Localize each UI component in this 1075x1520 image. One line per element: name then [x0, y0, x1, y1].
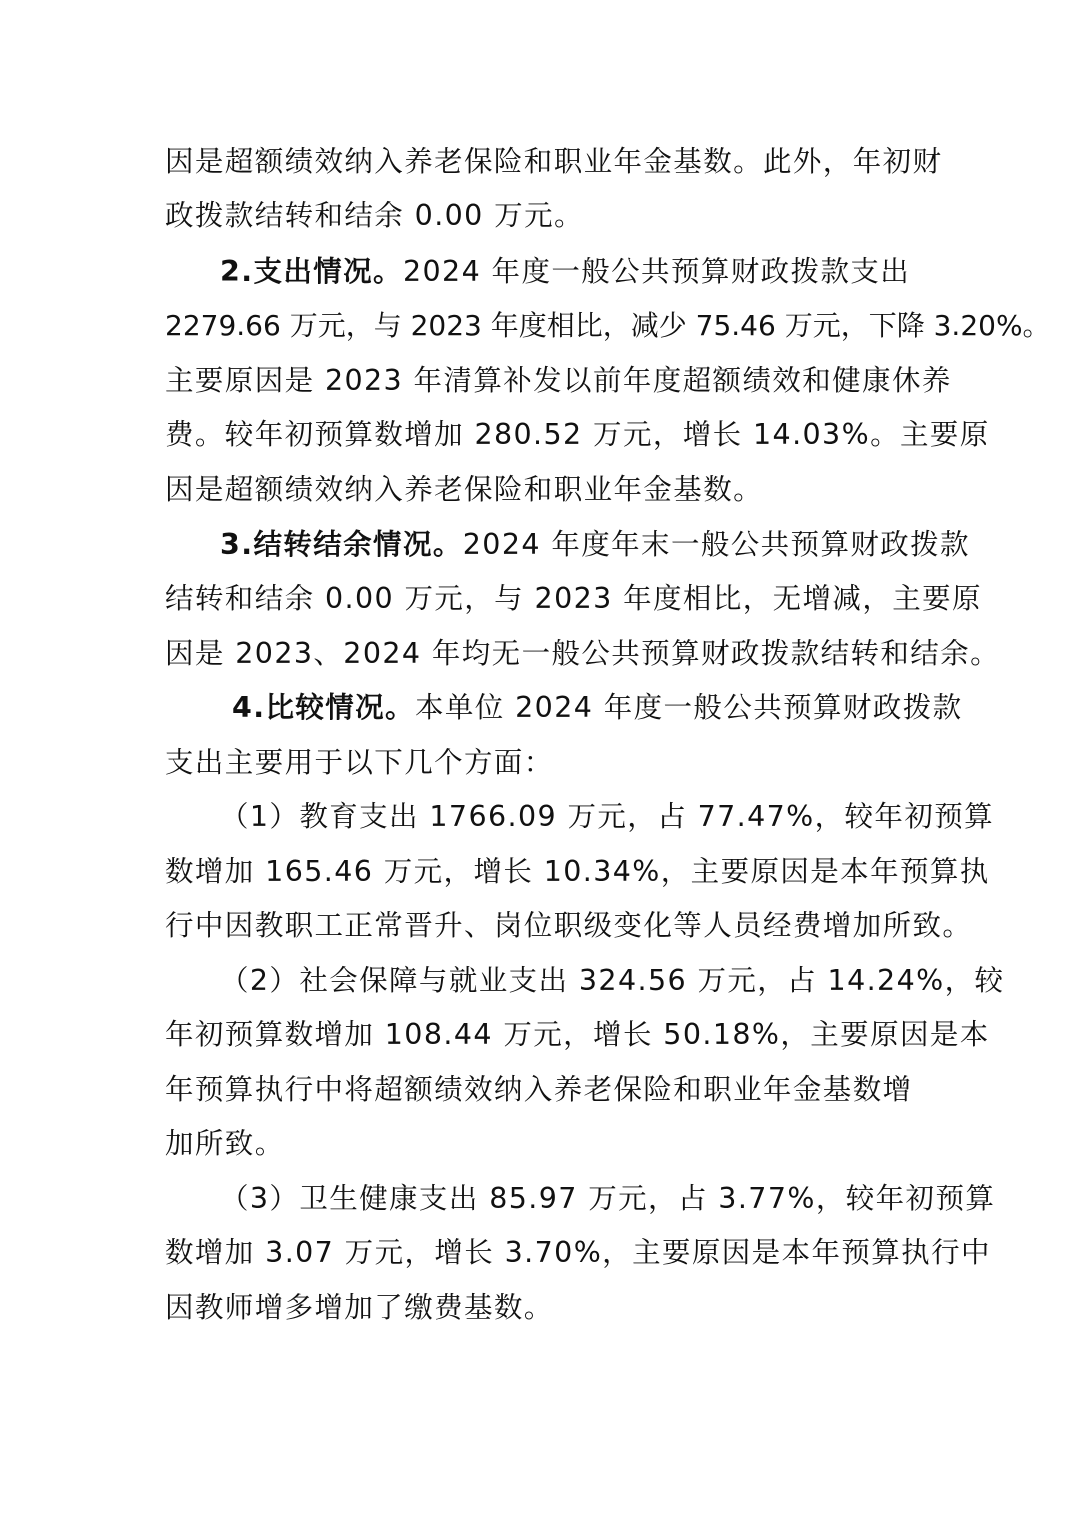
line-text: 2279.66 万元，与 2023 年度相比，减少 75.46 万元，下降 3.20%。 [165, 309, 1051, 342]
text-line [165, 743, 554, 783]
text-line [165, 1015, 990, 1055]
section-heading: 4.比较情况。 [232, 691, 415, 724]
line-text: 行中因教职工正常晋升、岗位职级变化等人员经费增加所致。 [165, 909, 973, 942]
text-line [165, 361, 952, 401]
line-text: 本单位 2024 年度一般公共预算财政拨款 [414, 691, 963, 724]
line-text: （1）教育支出 1766.09 万元，占 77.47%，较年初预算 [220, 800, 995, 833]
line-text: （3）卫生健康支出 85.97 万元，占 3.77%，较年初预算 [220, 1182, 996, 1215]
section-heading-comparison [232, 688, 963, 728]
text-line [165, 1124, 285, 1164]
text-line [165, 142, 942, 182]
text-line [165, 196, 584, 236]
line-text: 因是超额绩效纳入养老保险和职业年金基数。 [165, 473, 764, 506]
line-text: 年预算执行中将超额绩效纳入养老保险和职业年金基数增 [165, 1073, 913, 1106]
line-text: 结转和结余 0.00 万元，与 2023 年度相比，无增减，主要原 [165, 582, 982, 615]
text-line [165, 852, 990, 892]
line-text: 支出主要用于以下几个方面： [165, 746, 554, 779]
text-line [165, 579, 982, 619]
section-heading: 3.结转结余情况。 [220, 528, 463, 561]
section-heading-expenditure [220, 252, 910, 292]
text-line [165, 1070, 913, 1110]
line-text: 费。较年初预算数增加 280.52 万元，增长 14.03%。主要原 [165, 418, 990, 451]
list-item-health [220, 1179, 995, 1219]
text-line [165, 906, 972, 946]
line-text: 加所致。 [165, 1127, 285, 1160]
text-line [165, 1233, 991, 1273]
line-text: 数增加 165.46 万元，增长 10.34%，主要原因是本年预算执 [165, 855, 990, 888]
line-text: 因教师增多增加了缴费基数。 [165, 1291, 554, 1324]
text-line [165, 634, 1000, 674]
line-text: 政拨款结转和结余 0.00 万元。 [165, 199, 584, 232]
line-text: 数增加 3.07 万元，增长 3.70%，主要原因是本年预算执行中 [165, 1236, 991, 1269]
text-line [165, 415, 990, 455]
line-text: 2024 年度一般公共预算财政拨款支出 [402, 255, 911, 288]
line-text: 年初预算数增加 108.44 万元，增长 50.18%，主要原因是本 [165, 1018, 990, 1051]
line-text: 主要原因是 2023 年清算补发以前年度超额绩效和健康休养 [165, 364, 952, 397]
text-line [165, 306, 1051, 346]
list-item-social-security [220, 961, 1004, 1001]
text-line [165, 470, 763, 510]
text-line [165, 1288, 554, 1328]
line-text: 2024 年度年末一般公共预算财政拨款 [462, 528, 970, 561]
section-heading-carryover [220, 525, 970, 565]
list-item-education [220, 797, 994, 837]
line-text: 因是 2023、2024 年均无一般公共预算财政拨款结转和结余。 [165, 637, 1000, 670]
section-heading: 2.支出情况。 [220, 255, 403, 288]
line-text: （2）社会保障与就业支出 324.56 万元，占 14.24%，较 [220, 964, 1005, 997]
line-text: 因是超额绩效纳入养老保险和职业年金基数。此外，年初财 [165, 145, 943, 178]
